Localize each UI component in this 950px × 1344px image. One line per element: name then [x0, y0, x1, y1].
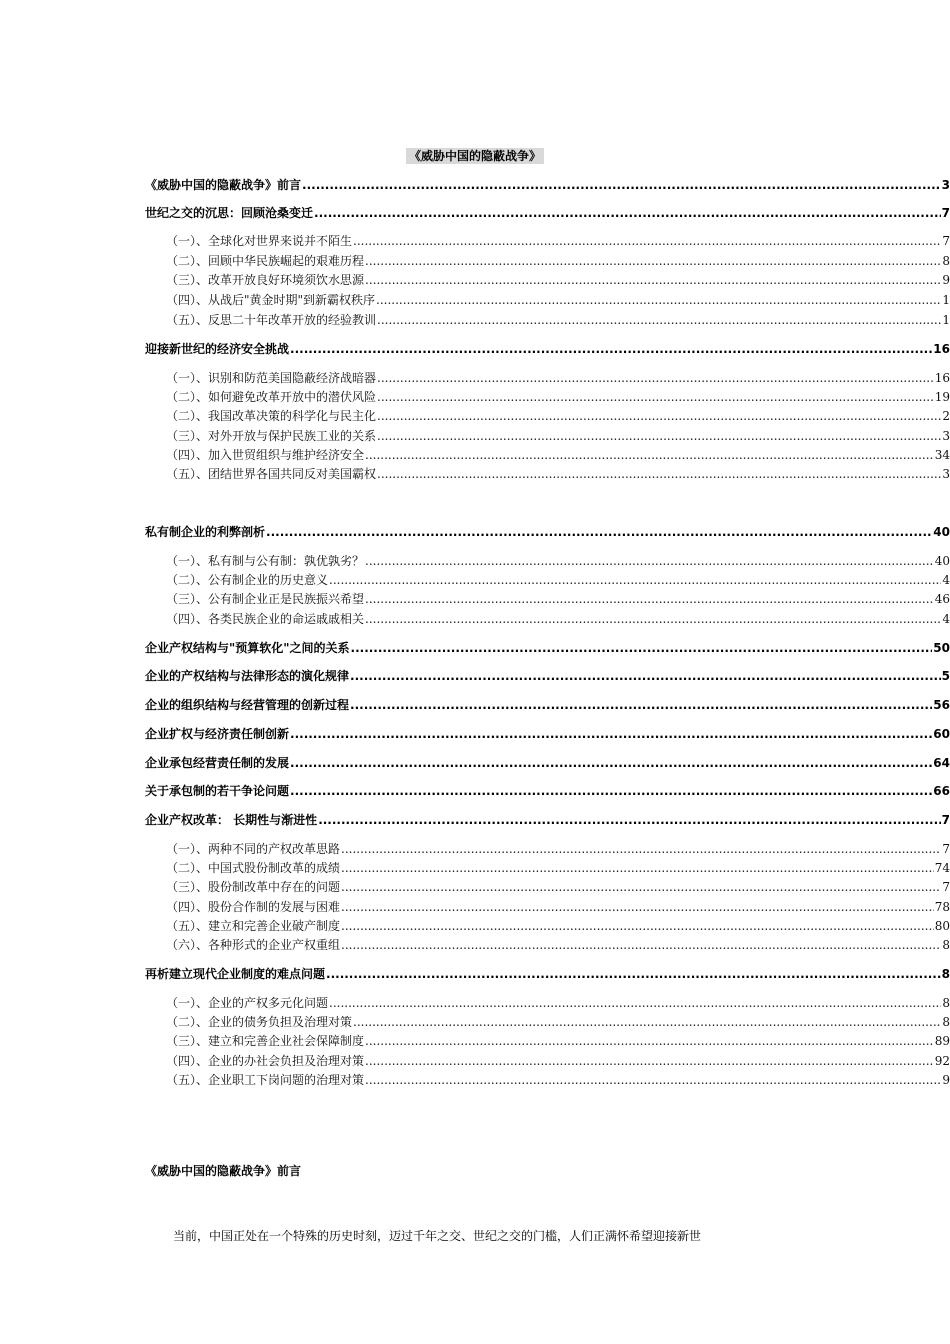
toc-page-number: 2 — [942, 409, 950, 423]
toc-leader-dots — [353, 1014, 941, 1030]
toc-page-number: 7 — [942, 880, 950, 894]
toc-entry-title: （二）、如何避免改革开放中的潜伏风险 — [166, 390, 377, 404]
toc-page-number: 1 — [942, 293, 950, 307]
toc-page-number: 92 — [934, 1054, 950, 1068]
toc-leader-dots — [365, 591, 934, 607]
toc-leader-dots — [377, 389, 934, 405]
document-title-text: 《威胁中国的隐蔽战争》 — [406, 148, 544, 164]
toc-page-number: 19 — [934, 390, 950, 404]
toc-leader-dots — [341, 879, 941, 895]
toc-page-number: 7 — [942, 234, 950, 248]
toc-entry-title: （四）、从战后"黄金时期"到新霸权秩序 — [166, 293, 376, 307]
toc-entry-title: （三）、公有制企业正是民族振兴希望 — [166, 592, 365, 606]
toc-section-entry[interactable] — [166, 292, 950, 308]
toc-section-entry[interactable] — [166, 428, 950, 444]
toc-leader-dots — [377, 370, 934, 386]
toc-page-number: 3 — [941, 178, 950, 192]
toc-entry-title: 再析建立现代企业制度的难点问题 — [145, 967, 326, 981]
toc-leader-dots — [377, 428, 941, 444]
toc-section-entry[interactable] — [166, 937, 950, 953]
toc-entry-title: （一）、识别和防范美国隐蔽经济战暗器 — [166, 371, 377, 385]
toc-page-number: 8 — [942, 996, 950, 1010]
toc-section-entry[interactable] — [166, 1014, 950, 1030]
toc-section-entry[interactable] — [166, 1033, 950, 1049]
toc-entry-title: （一）、两种不同的产权改革思路 — [166, 842, 341, 856]
toc-page-number: 7 — [942, 842, 950, 856]
toc-leader-dots — [341, 937, 941, 953]
toc-page-number: 66 — [933, 784, 950, 798]
toc-leader-dots — [365, 553, 934, 569]
toc-section-entry[interactable] — [166, 918, 950, 934]
toc-entry-title: （四）、各类民族企业的命运戚戚相关 — [166, 612, 365, 626]
toc-entry-title: （四）、股份合作制的发展与困难 — [166, 900, 341, 914]
toc-leader-dots — [290, 755, 932, 771]
toc-section-entry[interactable] — [166, 253, 950, 269]
toc-page-number: 40 — [934, 554, 950, 568]
toc-entry-title: 关于承包制的若干争论问题 — [145, 784, 290, 798]
toc-section-entry[interactable] — [166, 841, 950, 857]
toc-leader-dots — [376, 292, 941, 308]
toc-section-entry[interactable] — [166, 466, 950, 482]
toc-leader-dots — [341, 899, 934, 915]
toc-page-number: 9 — [942, 273, 950, 287]
toc-leader-dots — [377, 312, 941, 328]
toc-page-number: 46 — [934, 592, 950, 606]
toc-chapter-entry[interactable] — [145, 524, 950, 540]
toc-entry-title: （二）、回顾中华民族崛起的艰难历程 — [166, 254, 365, 268]
toc-section-entry[interactable] — [166, 995, 950, 1011]
toc-chapter-entry[interactable] — [145, 966, 950, 982]
toc-page-number: 7 — [941, 813, 950, 827]
toc-leader-dots — [351, 640, 933, 656]
toc-chapter-entry[interactable] — [145, 668, 950, 684]
toc-leader-dots — [329, 572, 941, 588]
toc-section-entry[interactable] — [166, 572, 950, 588]
toc-leader-dots — [365, 447, 934, 463]
toc-entry-title: （五）、建立和完善企业破产制度 — [166, 919, 341, 933]
toc-chapter-entry[interactable] — [145, 177, 950, 193]
toc-entry-title: （二）、中国式股份制改革的成绩 — [166, 861, 341, 875]
toc-page-number: 16 — [934, 371, 950, 385]
toc-section-entry[interactable] — [166, 860, 950, 876]
toc-page-number: 78 — [934, 900, 950, 914]
toc-leader-dots — [350, 668, 941, 684]
toc-entry-title: （二）、我国改革决策的科学化与民主化 — [166, 409, 377, 423]
toc-page-number: 4 — [942, 612, 950, 626]
toc-page-number: 80 — [934, 919, 950, 933]
toc-section-entry[interactable] — [166, 233, 950, 249]
toc-page-number: 89 — [934, 1034, 950, 1048]
toc-chapter-entry[interactable] — [145, 812, 950, 828]
toc-leader-dots — [266, 524, 932, 540]
toc-section-entry[interactable] — [166, 272, 950, 288]
toc-leader-dots — [290, 341, 932, 357]
toc-page-number: 8 — [942, 254, 950, 268]
toc-page-number: 8 — [941, 967, 950, 981]
toc-leader-dots — [329, 995, 941, 1011]
toc-leader-dots — [350, 697, 932, 713]
toc-entry-title: （六）、各种形式的企业产权重组 — [166, 938, 341, 952]
toc-leader-dots — [314, 205, 941, 221]
toc-page-number: 50 — [933, 641, 950, 655]
toc-chapter-entry[interactable] — [145, 341, 950, 357]
toc-chapter-entry[interactable] — [145, 726, 950, 742]
toc-entry-title: （五）、反思二十年改革开放的经验教训 — [166, 313, 377, 327]
toc-leader-dots — [377, 408, 941, 424]
toc-page-number: 8 — [942, 938, 950, 952]
toc-entry-title: （五）、企业职工下岗问题的治理对策 — [166, 1073, 365, 1087]
toc-entry-title: （二）、公有制企业的历史意义 — [166, 573, 329, 587]
toc-page-number: 1 — [942, 313, 950, 327]
toc-entry-title: 企业承包经营责任制的发展 — [145, 756, 290, 770]
toc-entry-title: （三）、对外开放与保护民族工业的关系 — [166, 429, 377, 443]
toc-page-number: 40 — [933, 525, 950, 539]
toc-page-number: 9 — [942, 1073, 950, 1087]
toc-entry-title: （二）、企业的债务负担及治理对策 — [166, 1015, 353, 1029]
toc-section-entry[interactable] — [166, 591, 950, 607]
toc-leader-dots — [365, 611, 941, 627]
toc-leader-dots — [365, 1033, 934, 1049]
toc-page-number: 7 — [941, 206, 950, 220]
toc-entry-title: 私有制企业的利弊剖析 — [145, 525, 266, 539]
toc-leader-dots — [318, 812, 940, 828]
toc-leader-dots — [326, 966, 941, 982]
toc-section-entry[interactable] — [166, 370, 950, 386]
toc-page-number: 4 — [942, 573, 950, 587]
toc-section-entry[interactable] — [166, 312, 950, 328]
toc-leader-dots — [341, 918, 934, 934]
toc-entry-title: （四）、加入世贸组织与维护经济安全 — [166, 448, 365, 462]
toc-leader-dots — [365, 1072, 941, 1088]
toc-entry-title: 企业的组织结构与经营管理的创新过程 — [145, 698, 350, 712]
toc-entry-title: （一）、私有制与公有制：孰优孰劣？ — [166, 554, 365, 568]
toc-entry-title: 企业扩权与经济责任制创新 — [145, 727, 290, 741]
toc-section-entry[interactable] — [166, 408, 950, 424]
toc-section-entry[interactable] — [166, 553, 950, 569]
toc-page-number: 74 — [934, 861, 950, 875]
toc-section-entry[interactable] — [166, 1053, 950, 1069]
toc-section-entry[interactable] — [166, 611, 950, 627]
toc-leader-dots — [290, 783, 932, 799]
toc-page-number: 34 — [934, 448, 950, 462]
toc-entry-title: （一）、企业的产权多元化问题 — [166, 996, 329, 1010]
toc-entry-title: （一）、全球化对世界来说并不陌生 — [166, 234, 353, 248]
toc-page-number: 60 — [933, 727, 950, 741]
toc-chapter-entry[interactable] — [145, 697, 950, 713]
toc-leader-dots — [290, 726, 932, 742]
toc-page-number: 3 — [942, 467, 950, 481]
toc-entry-title: 迎接新世纪的经济安全挑战 — [145, 342, 290, 356]
toc-page-number: 64 — [933, 756, 950, 770]
toc-leader-dots — [365, 272, 941, 288]
toc-page-number: 3 — [942, 429, 950, 443]
toc-chapter-entry[interactable] — [145, 640, 950, 656]
toc-entry-title: 企业产权结构与"预算软化"之间的关系 — [145, 641, 350, 655]
toc-entry-title: 企业产权改革： 长期性与渐进性 — [145, 813, 318, 827]
toc-entry-title: （三）、股份制改革中存在的问题 — [166, 880, 341, 894]
toc-section-entry[interactable] — [166, 1072, 950, 1088]
toc-leader-dots — [377, 466, 941, 482]
toc-entry-title: 《威胁中国的隐蔽战争》前言 — [145, 178, 302, 192]
toc-chapter-entry[interactable] — [145, 783, 950, 799]
toc-entry-title: 企业的产权结构与法律形态的演化规律 — [145, 669, 350, 683]
toc-leader-dots — [353, 233, 941, 249]
toc-leader-dots — [365, 253, 941, 269]
toc-chapter-entry[interactable] — [145, 755, 950, 771]
toc-chapter-entry[interactable] — [145, 205, 950, 221]
toc-page-number: 5 — [941, 669, 950, 683]
toc-section-entry[interactable] — [166, 899, 950, 915]
toc-section-entry[interactable] — [166, 447, 950, 463]
toc-page-number: 8 — [942, 1015, 950, 1029]
toc-leader-dots — [365, 1053, 934, 1069]
toc-section-entry[interactable] — [166, 389, 950, 405]
toc-page-number: 56 — [933, 698, 950, 712]
toc-entry-title: 世纪之交的沉思：回顾沧桑变迁 — [145, 206, 314, 220]
preface-heading: 《威胁中国的隐蔽战争》前言 — [145, 1164, 302, 1178]
toc-section-entry[interactable] — [166, 879, 950, 895]
toc-leader-dots — [341, 860, 934, 876]
toc-leader-dots — [341, 841, 941, 857]
toc-entry-title: （四）、企业的办社会负担及治理对策 — [166, 1054, 365, 1068]
toc-entry-title: （三）、建立和完善企业社会保障制度 — [166, 1034, 365, 1048]
toc-leader-dots — [302, 177, 941, 193]
toc-page-number: 16 — [933, 342, 950, 356]
toc-entry-title: （三）、改革开放良好环境须饮水思源 — [166, 273, 365, 287]
preface-paragraph: 当前，中国正处在一个特殊的历史时刻，迈过千年之交、世纪之交的门槛，人们正满怀希望迎接新世 — [173, 1229, 702, 1243]
toc-entry-title: （五）、团结世界各国共同反对美国霸权 — [166, 467, 377, 481]
